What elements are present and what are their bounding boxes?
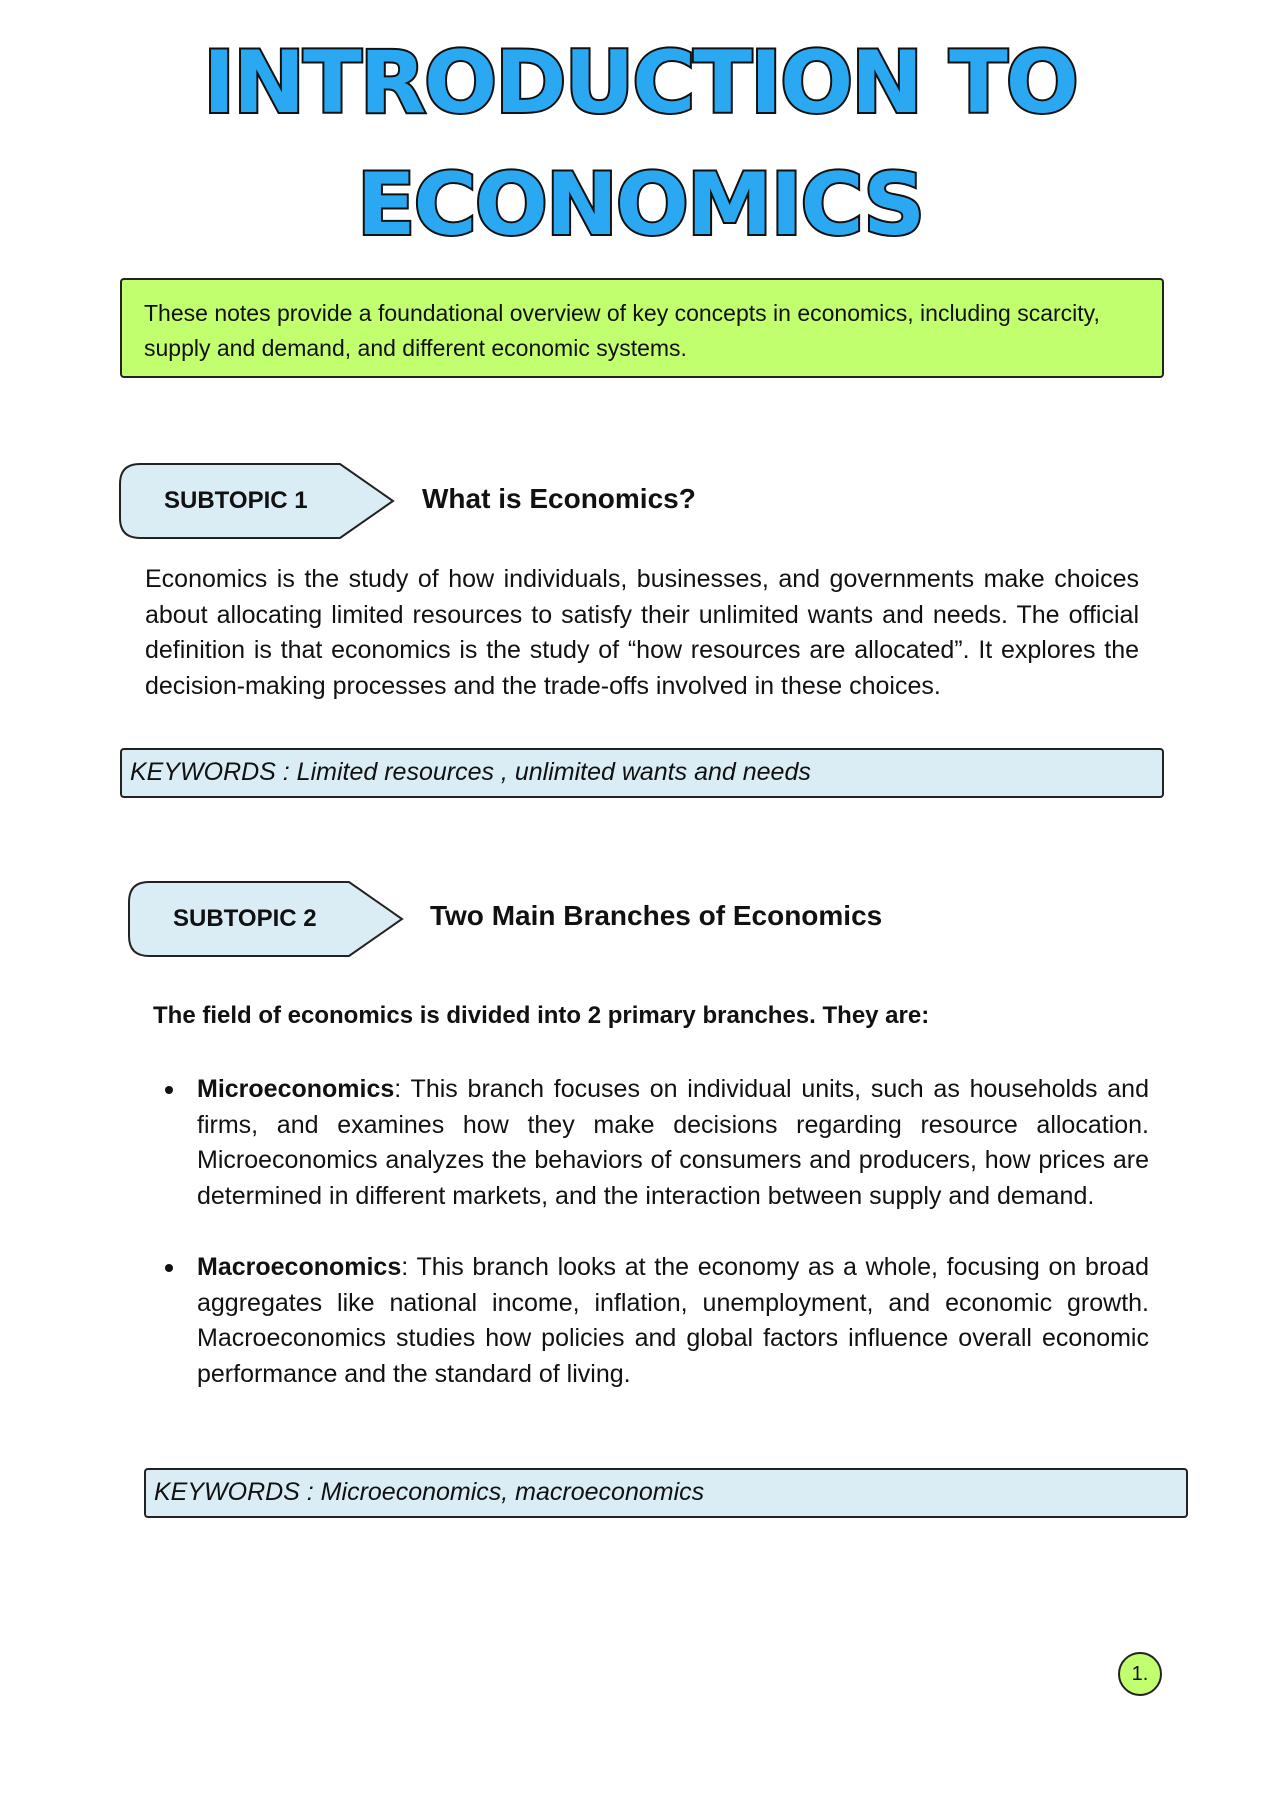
- page-title-line-1: INTRODUCTION TO: [203, 33, 1077, 133]
- page-title-line-2: ECONOMICS: [356, 155, 924, 255]
- intro-box: These notes provide a foundational overview of key concepts in economics, including scarcity, supply and demand, and different economic systems.: [120, 278, 1164, 378]
- subtopic-1-badge: [118, 462, 396, 540]
- page-number: 1.: [1118, 1652, 1162, 1696]
- subtopic-1-heading: What is Economics?: [422, 483, 696, 514]
- subtopic-2-label: SUBTOPIC 2: [173, 905, 317, 932]
- subtopic-2-heading: Two Main Branches of Economics: [430, 900, 883, 931]
- subtopic-1-label: SUBTOPIC 1: [164, 487, 308, 514]
- subtopic-2-badge: [127, 880, 405, 958]
- subtopic-1-paragraph: Economics is the study of how individuals, businesses, and governments make choices about allocating limited resources to satisfy their unlimited wants and needs. The official definition is that economics is the study of “how resources are allocated”. It explores the decision-making processes and the trade-offs involved in these choices.: [145, 565, 1139, 700]
- subtopic-2-keywords: KEYWORDS : Microeconomics, macroeconomics: [144, 1468, 1188, 1518]
- subtopic-2-lead: The field of economics is divided into 2 primary branches. They are:: [153, 1002, 930, 1029]
- description-macroeconomics: : This branch looks at the economy as a whole, focusing on broad aggregates like national income, inflation, unemployment, and economic growth. Macroeconomics studies how policies and global factors influence overall economic performance and the standard of living.: [197, 1253, 1149, 1388]
- term-microeconomics: Microeconomics: [197, 1075, 395, 1103]
- description-microeconomics: : This branch focuses on individual units, such as households and firms, and examines how they make decisions regarding resource allocation. Microeconomics analyzes the behaviors of consumers and producers, how prices are determined in different markets, and the interaction between supply and demand.: [197, 1075, 1149, 1210]
- branches-list: [153, 1072, 1149, 1392]
- subtopic-1-keywords: KEYWORDS : Limited resources , unlimited wants and needs: [120, 748, 1164, 798]
- list-item-microeconomics: [153, 1072, 1149, 1214]
- list-item-macroeconomics: [153, 1250, 1149, 1392]
- term-macroeconomics: Macroeconomics: [197, 1253, 402, 1281]
